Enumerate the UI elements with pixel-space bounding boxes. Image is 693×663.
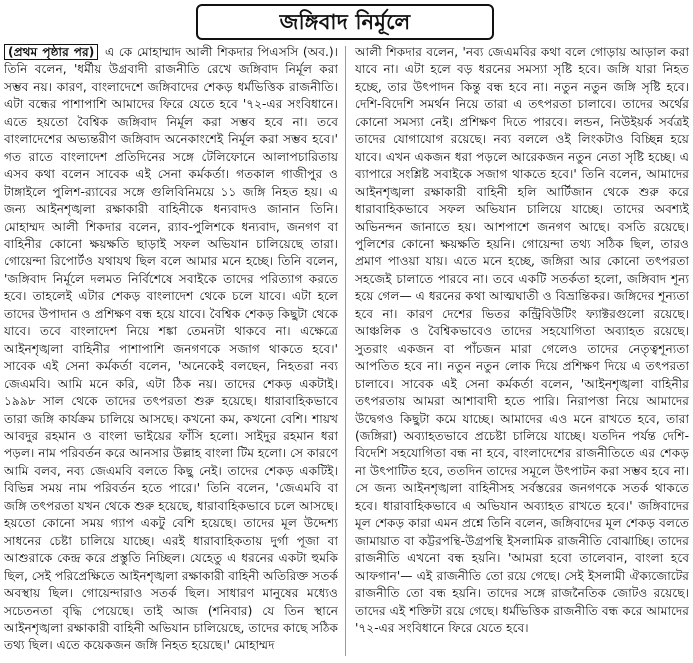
column-divider [345,46,346,656]
article-column-right [355,44,689,658]
article-text-right: আলী শিকদার বলেন, 'নব্য জেএমবির কথা বলে গোড়ায় আড়াল করা যাবে না। এটা হলে বড় ধরনের সমস্যা সৃষ্টি হবে। জঙ্গি যারা নিহত হচ্ছে, তার উৎপাদন কিন্তু বন্ধ হবে না। নতুন নতুন জঙ্গি সৃষ্টি হবে। দেশি-বিদেশি সমর্থন নিয়ে তারা এ তৎপরতা চালাবে। তাদের অর্থের কোনো সমস্যা নেই। প্রশিক্ষণ দিতে পারবে। লন্ডন, নিউইয়র্ক সর্বত্রই তাদের যোগাযোগ রয়েছে। নব্য বললে ওই লিংকটাও বিচ্ছিন্ন হয়ে যাবে। এখন একজন ধরা পড়লে আরেকজন নতুন নেতা সৃষ্টি হচ্ছে। এ ব্যাপারে সংশ্লিষ্ট সবাইকে সজাগ থাকতে হবে।' তিনি বলেন, আমাদের আইনশৃঙ্খলা রক্ষাকারী বাহিনী হলি আর্টিজান থেকে শুরু করে ধারাবাহিকভাবে সফল অভিযান চালিয়ে যাচ্ছে। তাদের অবশ্যই অভিনন্দন জানাতে হয়। আশপাশে জনগণ আছে। বসতি রয়েছে। পুলিশের কোনো ক্ষয়ক্ষতি হয়নি। গোয়েন্দা তথ্য সঠিক ছিল, তারও প্রমাণ পাওয়া যায়। এতে মনে হচ্ছে, জঙ্গিরা আর কোনো তৎপরতা সহজেই চালাতে পারবে না। তবে একটি সতর্কতা হলো, জঙ্গিবাদ শূন্য হয়ে গেল— এ ধরনের কথা আত্মঘাতী ও বিভ্রান্তিকর। জঙ্গিদের শূন্যতা হবে না। কারণ দেশের ভিতর কন্ট্রিবিউটিং ফ্যাক্টরগুলো রয়েছে। আঞ্চলিক ও বৈশ্বিকভাবেও তাদের সহযোগিতা অব্যাহত রয়েছে। সুতরাং একজন বা পাঁচজন মারা গেলেও তাদের নেতৃত্বশূন্যতা আপতিত হবে না। নতুন নতুন লোক দিয়ে প্রশিক্ষণ দিয়ে এ তৎপরতা চালাবে। সাবেক এই সেনা কর্মকর্তা বলেন, 'আইনশৃঙ্খলা বাহিনীর তৎপরতায় আমরা আশাবাদী হতে পারি। নিরাপত্তা নিয়ে আমাদের উদ্বেগও কিছুটা কমে যাচ্ছে। আমাদের এও মনে রাখতে হবে, তারা (জঙ্গিরা) অব্যাহতভাবে প্রচেষ্টা চালিয়ে যাচ্ছে। যতদিন পর্যন্ত দেশি-বিদেশি সহযোগিতা বন্ধ না হবে, বাংলাদেশের রাজনীতিতে এর শেকড় না উৎপাটিত হবে, ততদিন তাদের সমূলে উৎপাটন করা সম্ভব হবে না। সে জন্য আইনশৃঙ্খলা বাহিনীসহ সর্বস্তরের জনগণকে সতর্ক থাকতে হবে। ধারাবাহিকভাবে এ অভিযান অব্যাহত রাখতে হবে।' জঙ্গিবাদের মূল শেকড় কারা এমন প্রশ্নে তিনি বলেন, জঙ্গিবাদের মূল শেকড় বলতে জামায়াত বা কট্টরপন্থি-উগ্রপন্থি ইসলামিক রাজনীতি বোঝাচ্ছি। তাদের রাজনীতি এখনো বন্ধ হয়নি। 'আমরা হবো তালেবান, বাংলা হবে আফগান'— এই রাজনীতি তো রয়ে গেছে। সেই ইসলামী ঐক্যজোটের রাজনীতি তো বন্ধ হয়নি। তাদের সঙ্গে রাজনৈতিক জোটও রয়েছে। তাদের এই শক্তিটা রয়ে গেছে। ধর্মভিত্তিক রাজনীতি বন্ধ করে আমাদের '৭২-এর সংবিধানে ফিরে যেতে হবে। [355,45,689,635]
continued-from-front-page-label: (প্রথম পৃষ্ঠার পর) [4,44,98,60]
article-text-left: এ কে মোহাম্মাদ আলী শিকদার পিএসসি (অব.)। তিনি বলেন, 'ধর্মীয় উগ্রবাদী রাজনীতি রেখে জঙ্গিবাদ নির্মূল করা সম্ভব নয়। কারণ, বাংলাদেশে জঙ্গিবাদের শেকড় ধর্মভিত্তিক রাজনীতি। এটা বন্ধের পাশাপাশি আমাদের ফিরে যেতে হবে '৭২-এর সংবিধানে। এতে হয়তো বৈশ্বিক জঙ্গিবাদ নির্মূল করা সম্ভব হবে না। তবে বাংলাদেশের অভ্যন্তরীণ জঙ্গিবাদ অনেকাংশেই নির্মূল করা সম্ভব হবে।' গত রাতে বাংলাদেশ প্রতিদিনের সঙ্গে টেলিফোনে আলাপচারিতায় এসব কথা বলেন সাবেক এই সেনা কর্মকর্তা। গতকাল গাজীপুর ও টাঙ্গাইলে পুলিশ-র‍্যাবের সঙ্গে গুলিবিনিময়ে ১১ জঙ্গি নিহত হয়। এ জন্য আইনশৃঙ্খলা রক্ষাকারী বাহিনীকে ধন্যবাদও জানান তিনি। মোহাম্মদ আলী শিকদার বলেন, র‍্যাব-পুলিশকে ধন্যবাদ, জনগণ বা বাহিনীর কোনো ক্ষয়ক্ষতি ছাড়াই সফল অভিযান চালিয়েছে তারা। গোয়েন্দা রিপোর্টও যথাযথ ছিল বলে আমার মনে হচ্ছে। তিনি বলেন, 'জঙ্গিবাদ নির্মূলে দলমত নির্বিশেষে সবাইকে তাদের পরিত্যাগ করতে হবে। তাহলেই এটার শেকড় বাংলাদেশ থেকে চলে যাবে। এটা হলে তাদের উপাদান ও প্রশিক্ষণ বন্ধ হয়ে যাবে। বৈশ্বিক শেকড় কিছুটা থেকে যাবে। তবে বাংলাদেশ নিয়ে শঙ্কা তেমনটা থাকবে না। এক্ষেত্রে আইনশৃঙ্খলা বাহিনীর পাশাপাশি জনগণকে সজাগ থাকতে হবে।' সাবেক এই সেনা কর্মকর্তা বলেন, 'অনেকেই বলছেন, নিহতরা নব্য জেএমবি। আমি মনে করি, এটা ঠিক নয়। তাদের শেকড় একটাই। ১৯৯৮ সাল থেকে তাদের তৎপরতা শুরু হয়েছে। ধারাবাহিকভাবে তারা জঙ্গি কার্যক্রম চালিয়ে আসছে। কখনো কম, কখনো বেশি। শায়খ আবদুর রহমান ও বাংলা ভাইয়ের ফাঁসি হলো। সাইদুর রহমান ধরা পড়ল। নাম পরিবর্তন করে আনসার উল্লাহ বাংলা টিম হলো। সে কারণে আমি বলব, নব্য জেএমবি বলতে কিছু নেই। তাদের শেকড় একটিই। বিভিন্ন সময় নাম পরিবর্তন হতে পারে।' তিনি বলেন, 'জেএমবি বা জঙ্গি তৎপরতা যখন থেকে শুরু হয়েছে, ধারাবাহিকভাবে চলে আসছে। হয়তো কোনো সময় গ্যাপ একটু বেশি হয়েছে। তাদের মূল উদ্দেশ্য সাধনের চেষ্টা চালিয়ে যাচ্ছে। এরই ধারাবাহিকতায় দুর্গা পূজা বা আশুরাকে কেন্দ্র করে প্রস্তুতি নিচ্ছিল। যেহেতু এ ধরনের একটা হুমকি ছিল, সেই পরিপ্রেক্ষিতে আইনশৃঙ্খলা রক্ষাকারী বাহিনী অতিরিক্ত সতর্ক অবস্থায় ছিল। গোয়েন্দারাও সতর্ক ছিল। সাধারণ মানুষের মধ্যেও সচেতনতা বৃদ্ধি পেয়েছে। তাই আজ (শনিবার) যে তিন স্থানে আইনশৃঙ্খলা রক্ষাকারী বাহিনী অভিযান চালিয়েছে, তাদের কাছে সঠিক তথ্য ছিল। এতে কয়েকজন জঙ্গি নিহত হয়েছে।' মোহাম্মদ [4,45,338,653]
article-column-left [4,44,338,658]
headline: জঙ্গিবাদ নির্মূলে [279,9,411,34]
headline-box [196,4,494,40]
